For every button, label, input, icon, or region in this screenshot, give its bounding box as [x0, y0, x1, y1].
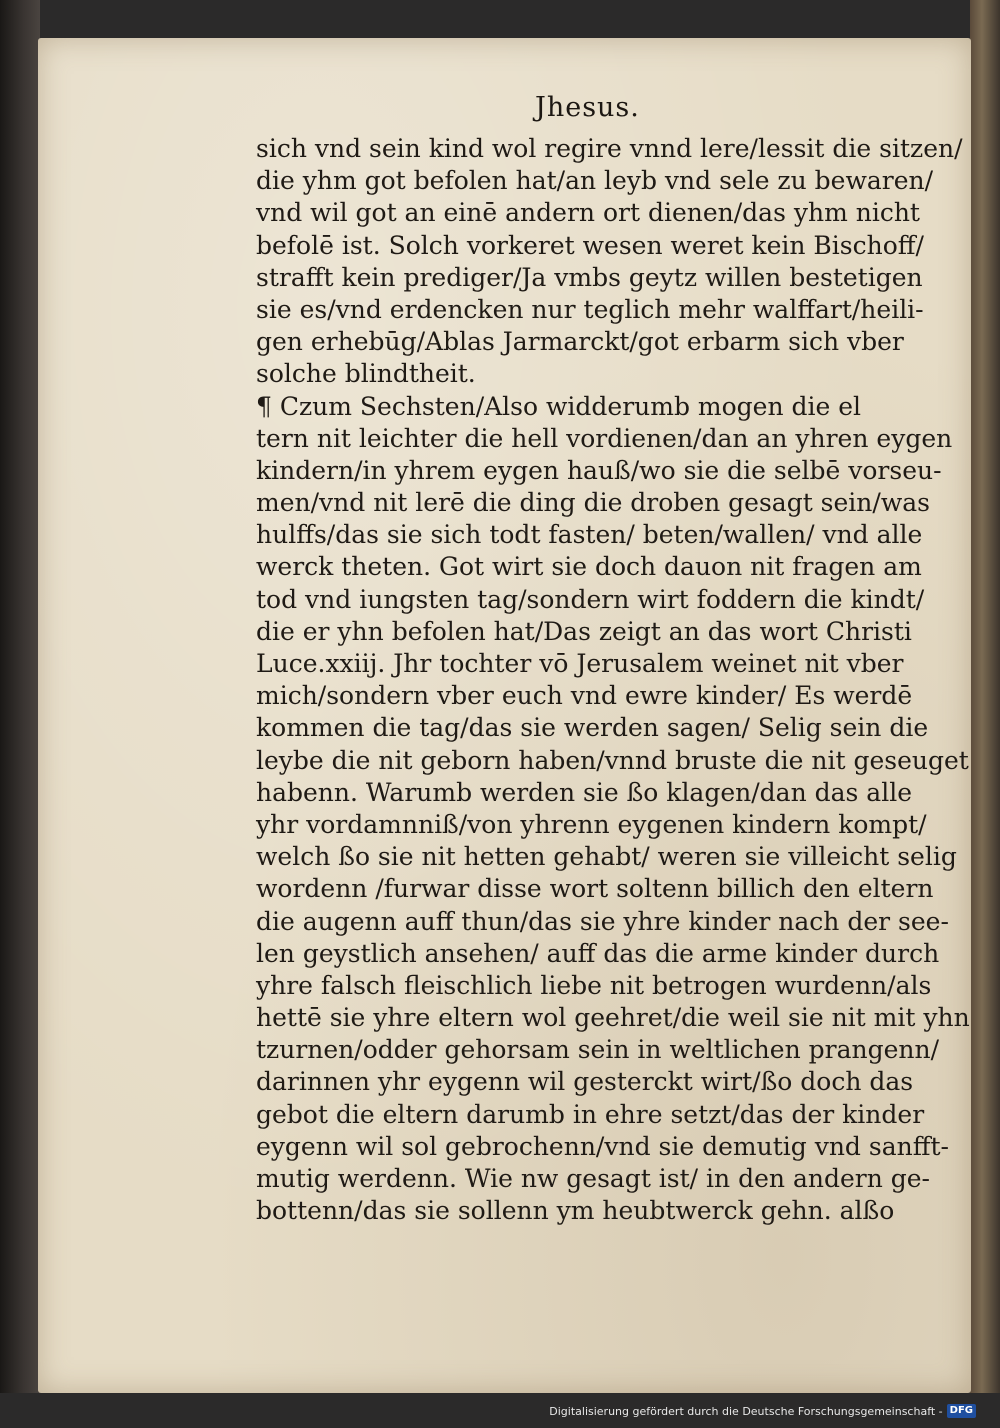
- text-line: kindern/in yhrem eygen hauß/wo sie die selbē vorseu‑: [256, 455, 942, 485]
- text-line: bottenn/das sie sollenn ym heubtwerck gehn. alßo: [256, 1196, 895, 1226]
- text-line: die augenn auff thun/das sie yhre kinder nach der see‑: [256, 906, 949, 936]
- text-line: darinnen yhr eygenn wil gesterckt wirt/ßo doch das: [256, 1067, 914, 1097]
- text-line: tzurnen/odder gehorsam sein in weltlichen prangenn/: [256, 1035, 939, 1065]
- digitization-credit: [549, 1404, 976, 1418]
- text-line: yhre falsch fleischlich liebe nit betrogen wurdenn/als: [256, 970, 932, 1000]
- text-line: hulffs/das sie sich todt fasten/ beten/wallen/ vnd alle: [256, 520, 923, 550]
- text-line: hettē sie yhre eltern wol geehret/die weil sie nit mit yhn: [256, 1003, 970, 1033]
- book-spine: [0, 0, 40, 1428]
- text-line: ¶ Czum Sechsten/Also widderumb mogen die el: [256, 391, 862, 421]
- text-line: mich/sondern vber euch vnd ewre kinder/ Es werdē: [256, 681, 913, 711]
- text-line: werck theten. Got wirt sie doch dauon nit fragen am: [256, 552, 922, 582]
- page-body-text: [256, 133, 970, 1227]
- text-line: gen erhebūg/Ablas Jarmarckt/got erbarm sich vber: [256, 327, 904, 357]
- text-line: vnd wil got an einē andern ort dienen/das yhm nicht: [256, 198, 920, 228]
- text-line: welch ßo sie nit hetten gehabt/ weren sie villeicht selig: [256, 842, 957, 872]
- text-line: die yhm got befolen hat/an leyb vnd sele zu bewaren/: [256, 166, 934, 196]
- page-edge: [970, 0, 1000, 1428]
- text-line: mutig werdenn. Wie nw gesagt ist/ in den andern ge‑: [256, 1164, 930, 1193]
- text-line: sich vnd sein kind wol regire vnnd lere/lessit die sitzen/: [256, 134, 963, 163]
- text-line: kommen die tag/das sie werden sagen/ Selig sein die: [256, 713, 929, 743]
- text-line: len geystlich ansehen/ auff das die arme kinder durch: [256, 938, 940, 968]
- text-line: die er yhn befolen hat/Das zeigt an das wort Christi: [256, 616, 912, 646]
- credit-text: Digitalisierung gefördert durch die Deutsche Forschungsgemeinschaft -: [549, 1404, 943, 1418]
- text-line: sie es/vnd erdencken nur teglich mehr walffart/heili‑: [256, 294, 924, 324]
- text-line: men/vnd nit lerē die ding die droben gesagt sein/was: [256, 488, 930, 518]
- text-line: leybe die nit geborn haben/vnnd bruste die nit geseuget: [256, 745, 969, 775]
- text-line: gebot die eltern darumb in ehre setzt/das der kinder: [256, 1099, 925, 1129]
- text-line: tod vnd iungsten tag/sondern wirt foddern die kindt/: [256, 584, 925, 614]
- text-line: befolē ist. Solch vorkeret wesen weret kein Bischoff/: [256, 230, 924, 260]
- text-line: habenn. Warumb werden sie ßo klagen/dan das alle: [256, 777, 912, 807]
- text-line: tern nit leichter die hell vordienen/dan an yhren eygen: [256, 423, 953, 453]
- text-line: solche blindtheit.: [256, 359, 476, 389]
- text-line: wordenn /furwar disse wort soltenn billich den eltern: [256, 874, 934, 904]
- text-line: Luce.xxiij. Jhr tochter vō Jerusalem weinet nit vber: [256, 649, 904, 678]
- page-heading: Jhesus.: [535, 92, 640, 123]
- text-line: eygenn wil sol gebrochenn/vnd sie demutig vnd sanfft‑: [256, 1131, 949, 1161]
- text-line: yhr vordamnniß/von yhrenn eygenen kindern kompt/: [256, 809, 927, 839]
- text-line: strafft kein prediger/Ja vmbs geytz willen bestetigen: [256, 262, 923, 292]
- dfg-logo: DFG: [947, 1404, 976, 1418]
